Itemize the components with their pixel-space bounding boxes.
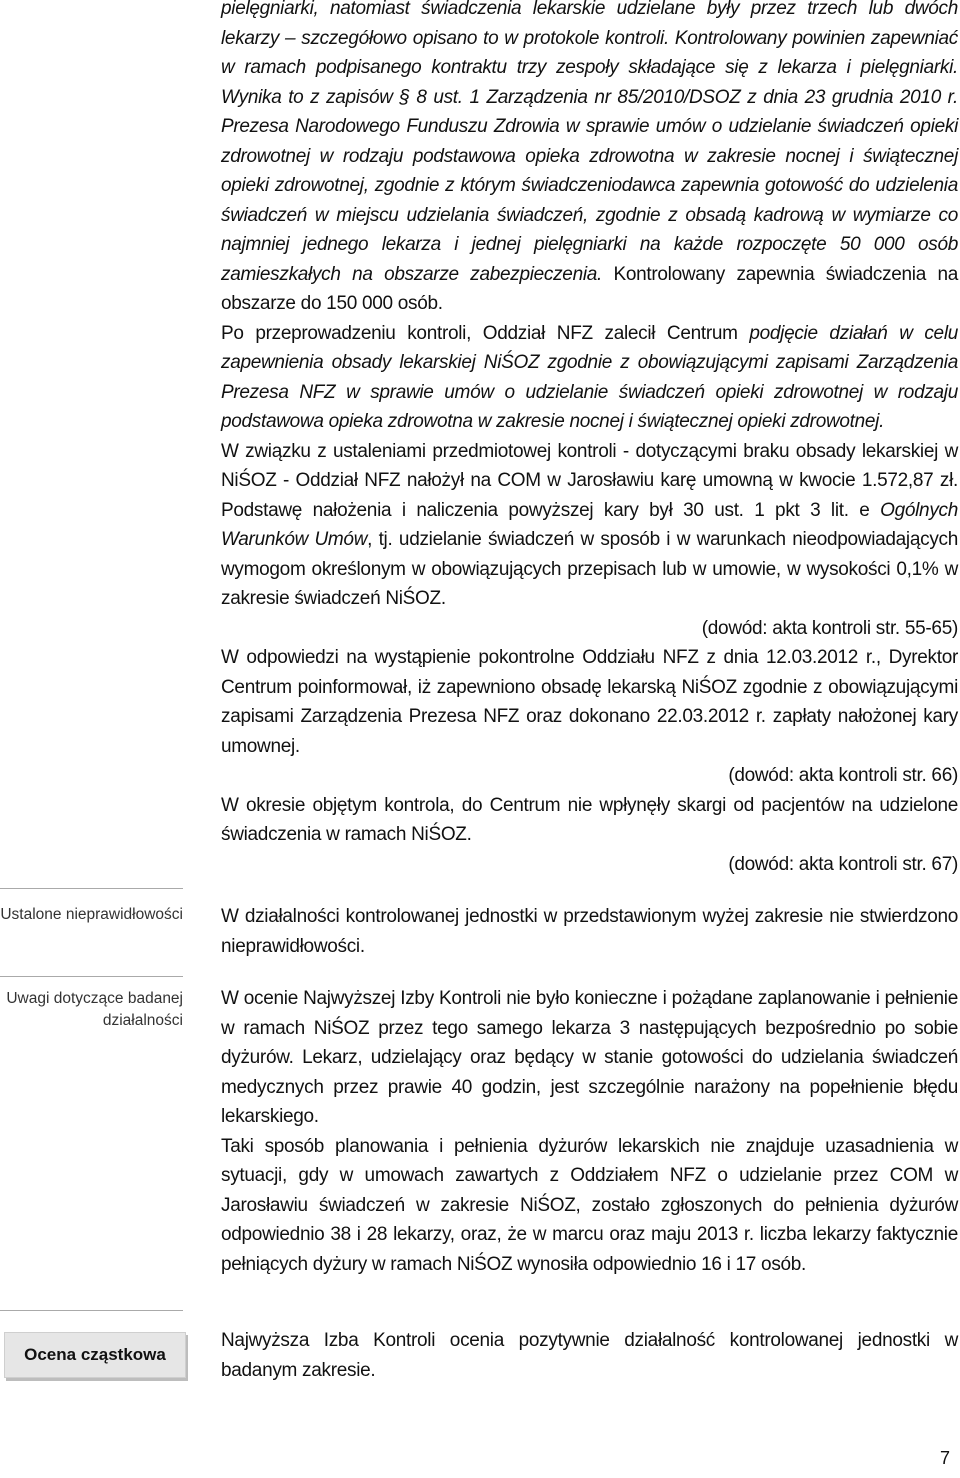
irregularities-block [221,902,958,961]
label-uwagi: Uwagi dotyczące badanej działalności [6,990,183,1029]
paragraph-penalty: W związku z ustaleniami przedmiotowej kontroli - dotyczącymi braku obsady lekarskiej w NiŚOZ - Oddział NFZ nałożył na COM w Jarosławiu karę umowną w kwocie 1.572,87 zł. Podstawę nałożenia i naliczenia powyższej kary był 30 ust. 1 pkt 3 lit. e Ogólnych Warunków Umów, tj. udzielanie świadczeń w sposób i w warunkach nieodpowiadających wymogom określonym w obowiązujących przepisach lub w umowie, w wysokości 0,1% w zakresie świadczeń NiŚOZ. [221,440,958,609]
evidence-reference: (dowód: akta kontroli str. 66) [728,765,958,786]
divider [0,888,183,889]
remarks-block [221,984,958,1279]
evidence-reference: (dowód: akta kontroli str. 67) [728,853,958,875]
label-ocena-czastkowa: Ocena cząstkowa [4,1332,186,1378]
evidence-reference: (dowód: akta kontroli str. 55-65) [701,617,958,639]
paragraph-remark-1: W ocenie Najwyższej Izby Kontroli nie było konieczne i pożądane zaplanowanie i pełnienie w ramach NiŚOZ przez tego samego lekarza 3 następujących bezpośrednio po sobie dyżurów. Lekarz, udzielający oraz będący w stanie gotowości do udzielania świadczeń medycznych przez prawie 40 godzin, jest szczególnie narażony na popełnienie błędu lekarskiego. [221,988,958,1127]
page-number: 7 [939,1448,950,1468]
paragraph-response: W odpowiedzi na wystąpienie pokontrolne Oddziału NFZ z dnia 12.03.2012 r., Dyrektor Centrum poinformował, iż zapewniono obsadę lekarską NiŚOZ zgodnie z obowiązującymi zapisami Zarządzenia Prezesa NFZ oraz dokonano 22.03.2012 r. zapłaty nałożonej kary umownej. [221,647,958,757]
paragraph-complaints: W okresie objętym kontrola, do Centrum nie wpłynęły skargi od pacjentów na udzielone świadczenia w ramach NiŚOZ. [221,794,958,845]
divider [0,1310,183,1311]
divider [0,976,183,977]
paragraph-remark-2: Taki sposób planowania i pełnienia dyżurów lekarskich nie znajduje uzasadnienia w sytuacji, gdy w umowach zawartych z Oddziałem NFZ o udzielanie przez COM w Jarosławiu świadczeń w zakresie NiŚOZ, zostało zgłoszonych do pełnienia dyżurów odpowiednio 38 i 28 lekarzy, oraz, że w marcu oraz maju 2013 r. liczba lekarzy faktycznie pełniących dyżury w ramach NiŚOZ wynosiła odpowiednio 16 i 17 osób. [221,1135,958,1275]
findings-block [221,0,958,879]
paragraph-no-irregularities: W działalności kontrolowanej jednostki w przedstawionym wyżej zakresie nie stwierdzono nieprawidłowości. [221,906,958,957]
label-ustalone-nieprawidlowosci: Ustalone nieprawidłowości [0,906,183,923]
paragraph-recommendation: Po przeprowadzeniu kontroli, Oddział NFZ zalecił Centrum podjęcie działań w celu zapewnienia obsady lekarskiej NiŚOZ zgodnie z obowiązującymi zapisami Zarządzenia Prezesa NFZ w sprawie umów o udzielanie świadczeń opieki zdrowotnej w rodzaju podstawowa opieka zdrowotna w zakresie nocnej i świątecznej opieki zdrowotnej. [221,322,959,432]
assessment-block [221,1326,958,1385]
paragraph-assessment: Najwyższa Izba Kontroli ocenia pozytywnie działalność kontrolowanej jednostki w badanym zakresie. [221,1330,958,1381]
paragraph-legal-basis: pielęgniarki, natomiast świadczenia lekarskie udzielane były przez trzech lub dwóch lekarzy – szczegółowo opisano to w protokole kontroli. Kontrolowany powinien zapewniać w ramach podpisanego kontraktu trzy zespoły składające się z lekarza i pielęgniarki. Wynika to z zapisów § 8 ust. 1 Zarządzenia nr 85/2010/DSOZ z dnia 23 grudnia 2010 r. Prezesa Narodowego Funduszu Zdrowia w sprawie umów o udzielanie świadczeń opieki zdrowotnej w rodzaju podstawowa opieka zdrowotna w zakresie nocnej i świątecznej opieki zdrowotnej, zgodnie z którym świadczeniodawca zapewnia gotowość do udzielenia świadczeń w miejscu udzielania świadczeń, zgodnie z obsadą kadrową w wymiarze co najmniej jednego lekarza i jednej pielęgniarki na każde rozpoczęte 50 000 osób zamieszkałych na obszarze zabezpieczenia. Kontrolowany zapewnia świadczenia na obszarze do 150 000 osób. [221,0,958,314]
